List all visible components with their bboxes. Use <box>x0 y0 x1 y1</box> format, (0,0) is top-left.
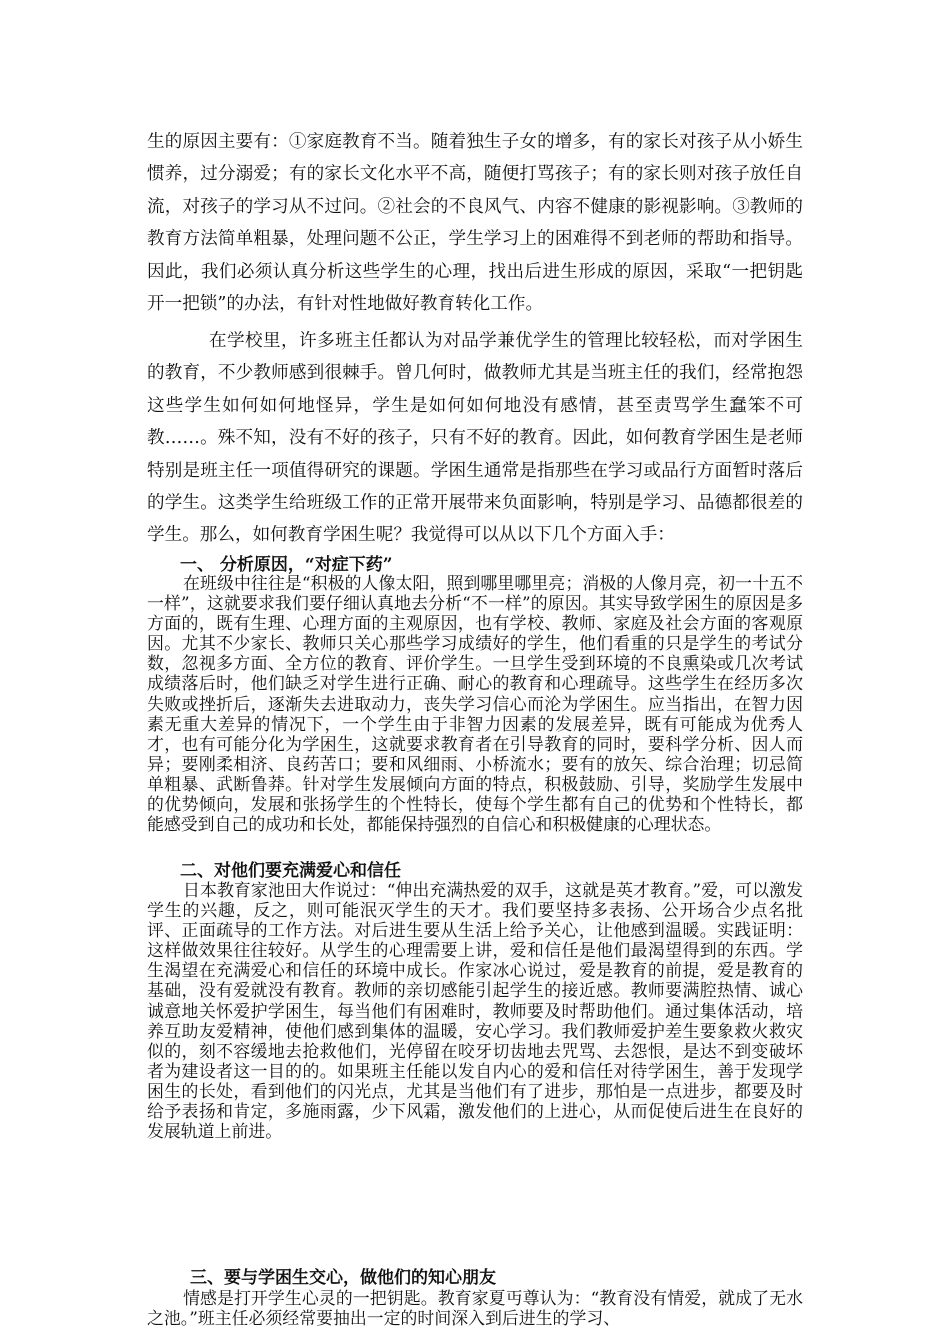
paragraph-introduction: 在学校里，许多班主任都认为对品学兼优学生的管理比较轻松，而对学困生的教育，不少教师感到很棘手。曾几何时，做教师尤其是当班主任的我们，经常抱怨这些学生如何如何地怪异，学生是如何如何地没有感情，甚至责骂学生蠢笨不可教……。殊不知，没有不好的孩子，只有不好的教育。因此，如何教育学困生是老师特别是班主任一项值得研究的课题。学困生通常是指那些在学习或品行方面暂时落后的学生。这类学生给班级工作的正常开展带来负面影响，特别是学习、品德都很差的学生。那么，如何教育学困生呢？我觉得可以从以下几个方面入手： <box>147 331 803 546</box>
heading-section-3: 三、要与学困生交心，做他们的知心朋友 <box>190 1268 496 1288</box>
paragraph-section-2: 日本教育家池田大作说过：“伸出充满热爱的双手，这就是英才教育。”爱，可以激发学生的兴趣，反之，则可能泯灭学生的天才。我们要坚持多表扬、公开场合少点名批评、正面疏导的工作方法。对后进生要从生活上给予关心，让他感到温暖。实践证明：这样做效果往往较好。从学生的心理需要上讲，爱和信任是他们最渴望得到的东西。学生渴望在充满爱心和信任的环境中成长。作家冰心说过，爱是教育的前提，爱是教育的基础，没有爱就没有教育。教师的亲切感能引起学生的接近感。教师要满腔热情、诚心诚意地关怀爱护学困生，每当他们有困难时，教师要及时帮助他们。通过集体活动，培养互助友爱精神，使他们感到集体的温暖，安心学习。我们教师爱护差生要象救火救灾似的，刻不容缓地去抢救他们，光停留在咬牙切齿地去咒骂、去怨恨，是达不到变破坏者为建设者这一目的的。如果班主任能以发自内心的爱和信任对待学困生，善于发现学困生的长处，看到他们的闪光点，尤其是当他们有了进步，那怕是一点进步，都要及时给予表扬和肯定，多施雨露，少下风霜，激发他们的上进心，从而促使后进生在良好的发展轨道上前进。 <box>147 880 803 1142</box>
heading-section-2: 二、对他们要充满爱心和信任 <box>180 861 401 881</box>
heading-section-1: 一、 分析原因，“对症下药” <box>180 555 393 575</box>
paragraph-causes: 生的原因主要有：①家庭教育不当。随着独生子女的增多，有的家长对孩子从小娇生惯养，过分溺爱；有的家长文化水平不高，随便打骂孩子；有的家长则对孩子放任自流，对孩子的学习从不过问。②社会的不良风气、内容不健康的影视影响。③教师的教育方法简单粗暴，处理问题不公正，学生学习上的困难得不到老师的帮助和指导。因此，我们必须认真分析这些学生的心理，找出后进生形成的原因，采取“一把钥匙开一把锁”的办法，有针对性地做好教育转化工作。 <box>147 132 803 315</box>
paragraph-section-3: 情感是打开学生心灵的一把钥匙。教育家夏丏尊认为：“教育没有情爱，就成了无水之池。”班主任必须经常要抽出一定的时间深入到后进生的学习、 <box>147 1288 803 1329</box>
paragraph-section-1: 在班级中往往是“积极的人像太阳，照到哪里哪里亮；消极的人像月亮，初一十五不一样”，这就要求我们要仔细认真地去分析“不一样”的原因。其实导致学困生的原因是多方面的，既有生理、心理方面的主观原因，也有学校、教师、家庭及社会方面的客观原因。尤其不少家长、教师只关心那些学习成绩好的学生，他们看重的只是学生的考试分数，忽视多方面、全方位的教育、评价学生。一旦学生受到环境的不良熏染或几次考试成绩落后时，他们缺乏对学生进行正确、耐心的教育和心理疏导。这些学生在经历多次失败或挫折后，逐渐失去进取动力，丧失学习信心而沦为学困生。应当指出，在智力因素无重大差异的情况下，一个学生由于非智力因素的发展差异，既有可能成为优秀人才，也有可能分化为学困生，这就要求教育者在引导教育的同时，要科学分析、因人而异；要刚柔相济、良药苦口；要和风细雨、小桥流水；要有的放矢、综合治理；切忌简单粗暴、武断鲁莽。针对学生发展倾向方面的特点，积极鼓励、引导，奖励学生发展中的优势倾向，发展和张扬学生的个性特长，使每个学生都有自己的优势和个性特长，都能感受到自己的成功和长处，都能保持强烈的自信心和积极健康的心理状态。 <box>147 573 803 835</box>
